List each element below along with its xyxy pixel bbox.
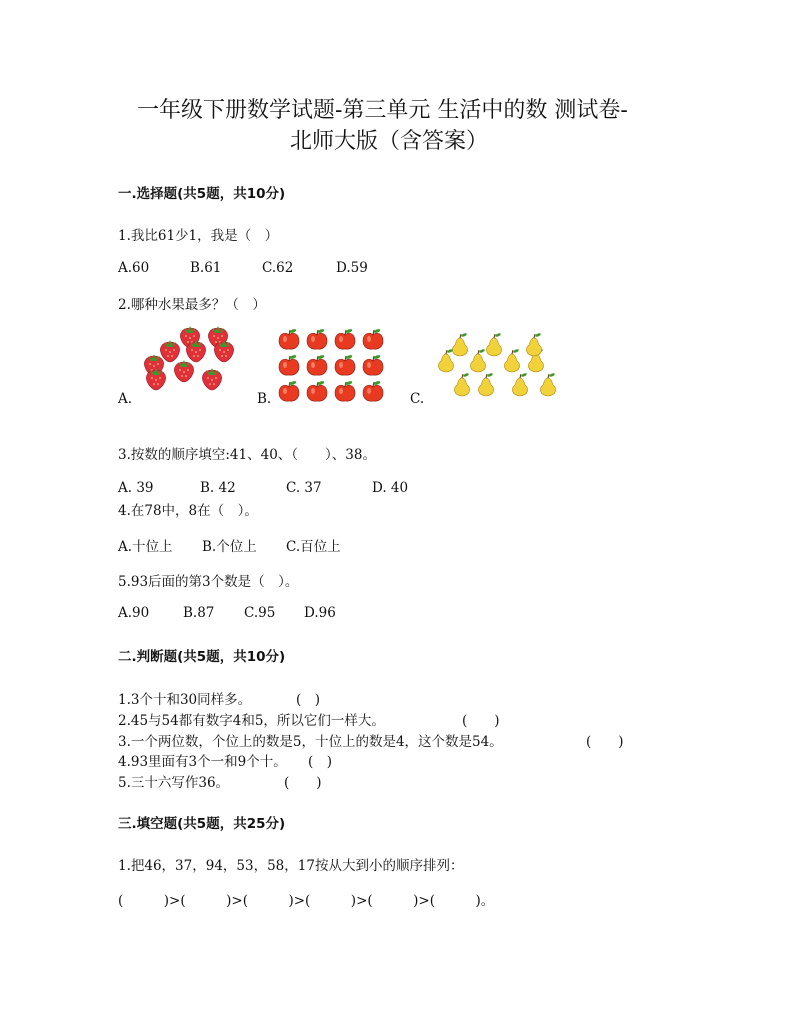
apple-icon bbox=[307, 380, 327, 401]
judge-item-4: 4.93里面有3个一和9个十。 bbox=[118, 754, 287, 770]
fill-answer-blanks: ( )>( )>( )>( )>( )>( )。 bbox=[118, 893, 495, 909]
option-c: C. 37 bbox=[286, 480, 322, 496]
option-d: D.59 bbox=[336, 260, 368, 276]
judge-item-5: 5.三十六写作36。 bbox=[118, 775, 230, 791]
pear-icon bbox=[540, 372, 555, 396]
option-a: A.90 bbox=[118, 605, 150, 621]
pear-icon bbox=[512, 372, 527, 396]
apple-icon bbox=[363, 328, 383, 349]
option-b: B. 42 bbox=[200, 480, 236, 496]
pear-icon bbox=[452, 332, 467, 356]
option-b: B.61 bbox=[190, 260, 222, 276]
judge-item-3: 3.一个两位数，个位上的数是5，十位上的数是4，这个数是54。 bbox=[118, 734, 503, 750]
apple-icon bbox=[363, 354, 383, 375]
apple-icon bbox=[279, 328, 299, 349]
pear-icon bbox=[454, 372, 469, 396]
pear-icon bbox=[526, 332, 541, 356]
option-c: C.62 bbox=[262, 260, 294, 276]
question-5: 5.93后面的第3个数是（ ）。 bbox=[118, 574, 299, 590]
judge-item-2: 2.45与54都有数字4和5，所以它们一样大。 bbox=[118, 713, 385, 729]
question-4: 4.在78中，8在（ ）。 bbox=[118, 503, 258, 519]
option-b: B. bbox=[257, 391, 272, 407]
apple-icon bbox=[363, 380, 383, 401]
pear-icon bbox=[470, 348, 485, 372]
option-b: B.87 bbox=[183, 605, 215, 621]
pear-icon bbox=[478, 372, 493, 396]
option-c: C.百位上 bbox=[286, 539, 341, 555]
fill-question-1: 1.把46，37，94，53，58，17按从大到小的顺序排列： bbox=[118, 858, 464, 874]
option-a: A. bbox=[118, 391, 133, 407]
page-title-line2: 北师大版（含答案） bbox=[290, 129, 489, 154]
judge-answer-paren: ( ) bbox=[284, 775, 322, 791]
option-b: B.个位上 bbox=[202, 539, 257, 555]
option-d: D.96 bbox=[304, 605, 336, 621]
strawberry-icon bbox=[174, 360, 193, 382]
question-1: 1.我比61少1，我是（ ） bbox=[118, 228, 279, 244]
section-heading-fill: 三.填空题(共5题，共25分) bbox=[118, 816, 286, 832]
apple-icon bbox=[335, 354, 355, 375]
option-a: A. 39 bbox=[118, 480, 154, 496]
strawberry-icon bbox=[160, 340, 179, 362]
apple-icon bbox=[335, 380, 355, 401]
option-a: A.十位上 bbox=[118, 539, 173, 555]
apple-icon bbox=[335, 328, 355, 349]
option-c: C. bbox=[410, 391, 425, 407]
apple-icon bbox=[279, 380, 299, 401]
option-a: A.60 bbox=[118, 260, 150, 276]
question-2: 2.哪种水果最多？（ ） bbox=[118, 297, 266, 313]
pear-icon bbox=[504, 348, 519, 372]
section-heading-choice: 一.选择题(共5题，共10分) bbox=[118, 186, 286, 202]
pear-icon bbox=[438, 348, 453, 372]
judge-item-1: 1.3个十和30同样多。 bbox=[118, 692, 252, 708]
strawberry-icon-group bbox=[140, 324, 240, 404]
pear-icon bbox=[486, 332, 501, 356]
judge-answer-paren: ( ) bbox=[586, 734, 624, 750]
apple-icon bbox=[279, 354, 299, 375]
judge-answer-paren: ( ) bbox=[462, 713, 500, 729]
option-c: C.95 bbox=[244, 605, 276, 621]
judge-answer-paren: ( ) bbox=[296, 692, 321, 708]
apple-icon-group bbox=[275, 326, 390, 404]
strawberry-icon bbox=[202, 368, 221, 390]
apple-icon bbox=[307, 328, 327, 349]
page-title-line1: 一年级下册数学试题-第三单元 生活中的数 测试卷- bbox=[137, 98, 628, 123]
question-3: 3.按数的顺序填空:41、40、（ ）、38。 bbox=[118, 447, 376, 463]
judge-answer-paren: ( ) bbox=[308, 754, 333, 770]
pear-icon-group bbox=[432, 330, 567, 405]
apple-icon bbox=[307, 354, 327, 375]
section-heading-judge: 二.判断题(共5题，共10分) bbox=[118, 649, 286, 665]
option-d: D. 40 bbox=[372, 480, 409, 496]
